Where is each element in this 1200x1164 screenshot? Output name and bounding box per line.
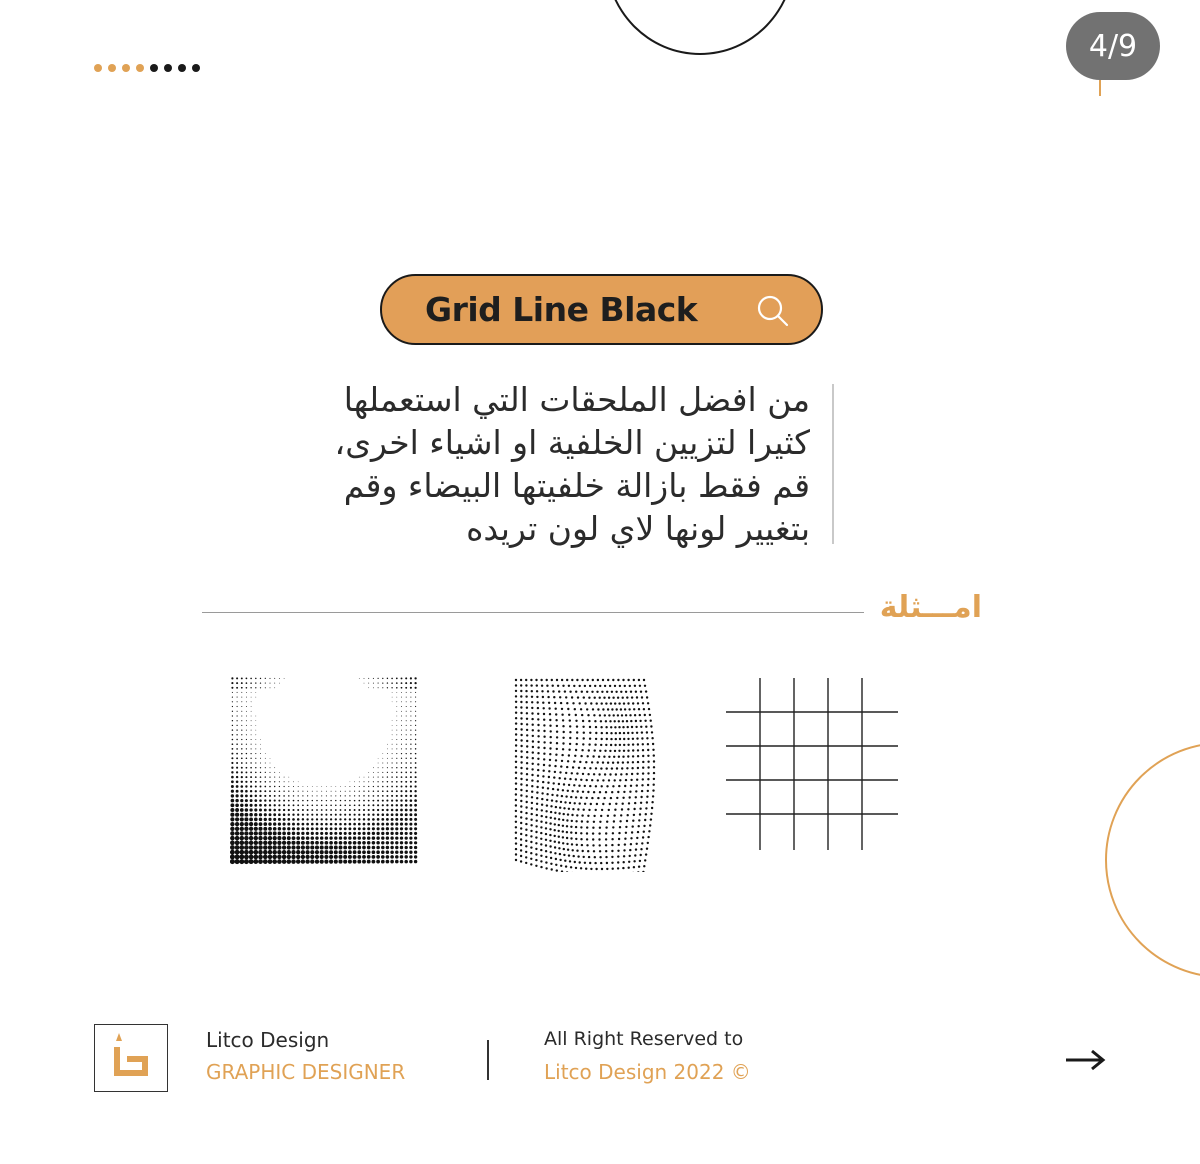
progress-dot-active [94, 64, 102, 72]
progress-dot-active [122, 64, 130, 72]
rights-owner: Litco Design 2022 © [544, 1060, 751, 1084]
brand-role: GRAPHIC DESIGNER [206, 1060, 406, 1084]
progress-dot [178, 64, 186, 72]
line-grid-graphic [726, 678, 898, 850]
examples-divider [202, 612, 864, 613]
slide-progress-dots [94, 64, 200, 72]
search-bar [380, 274, 823, 345]
badge-accent-tick [1099, 80, 1101, 96]
description-text [270, 378, 810, 550]
description-accent-bar [832, 384, 834, 544]
progress-dot [150, 64, 158, 72]
rights-text: All Right Reserved to [544, 1028, 744, 1050]
description-line: بتغيير لونها لاي لون تريده [466, 509, 810, 548]
progress-dot [192, 64, 200, 72]
brand-logo [94, 1024, 168, 1092]
description-line: من افضل الملحقات التي استعملها [343, 380, 810, 419]
search-icon [755, 293, 791, 329]
search-bar-text: Grid Line Black [425, 290, 698, 329]
warped-dot-grid-graphic [510, 676, 660, 872]
progress-dot-active [108, 64, 116, 72]
progress-dot-active [136, 64, 144, 72]
examples-heading: امـــثلة [879, 590, 982, 625]
brand-name: Litco Design [206, 1028, 330, 1052]
description-line: كثيرا لتزيين الخلفية او اشياء اخرى، [334, 423, 810, 462]
description-line: قم فقط بازالة خلفيتها البيضاء وقم [343, 466, 810, 505]
arrow-right-icon[interactable] [1064, 1046, 1106, 1074]
footer-divider [487, 1040, 489, 1080]
halftone-square-graphic [230, 676, 422, 866]
brand-logo-mark [95, 1025, 167, 1091]
decorative-circle [605, 0, 795, 55]
decorative-pill-outline [1105, 742, 1200, 978]
page-counter-badge: 4/9 [1066, 12, 1160, 80]
progress-dot [164, 64, 172, 72]
